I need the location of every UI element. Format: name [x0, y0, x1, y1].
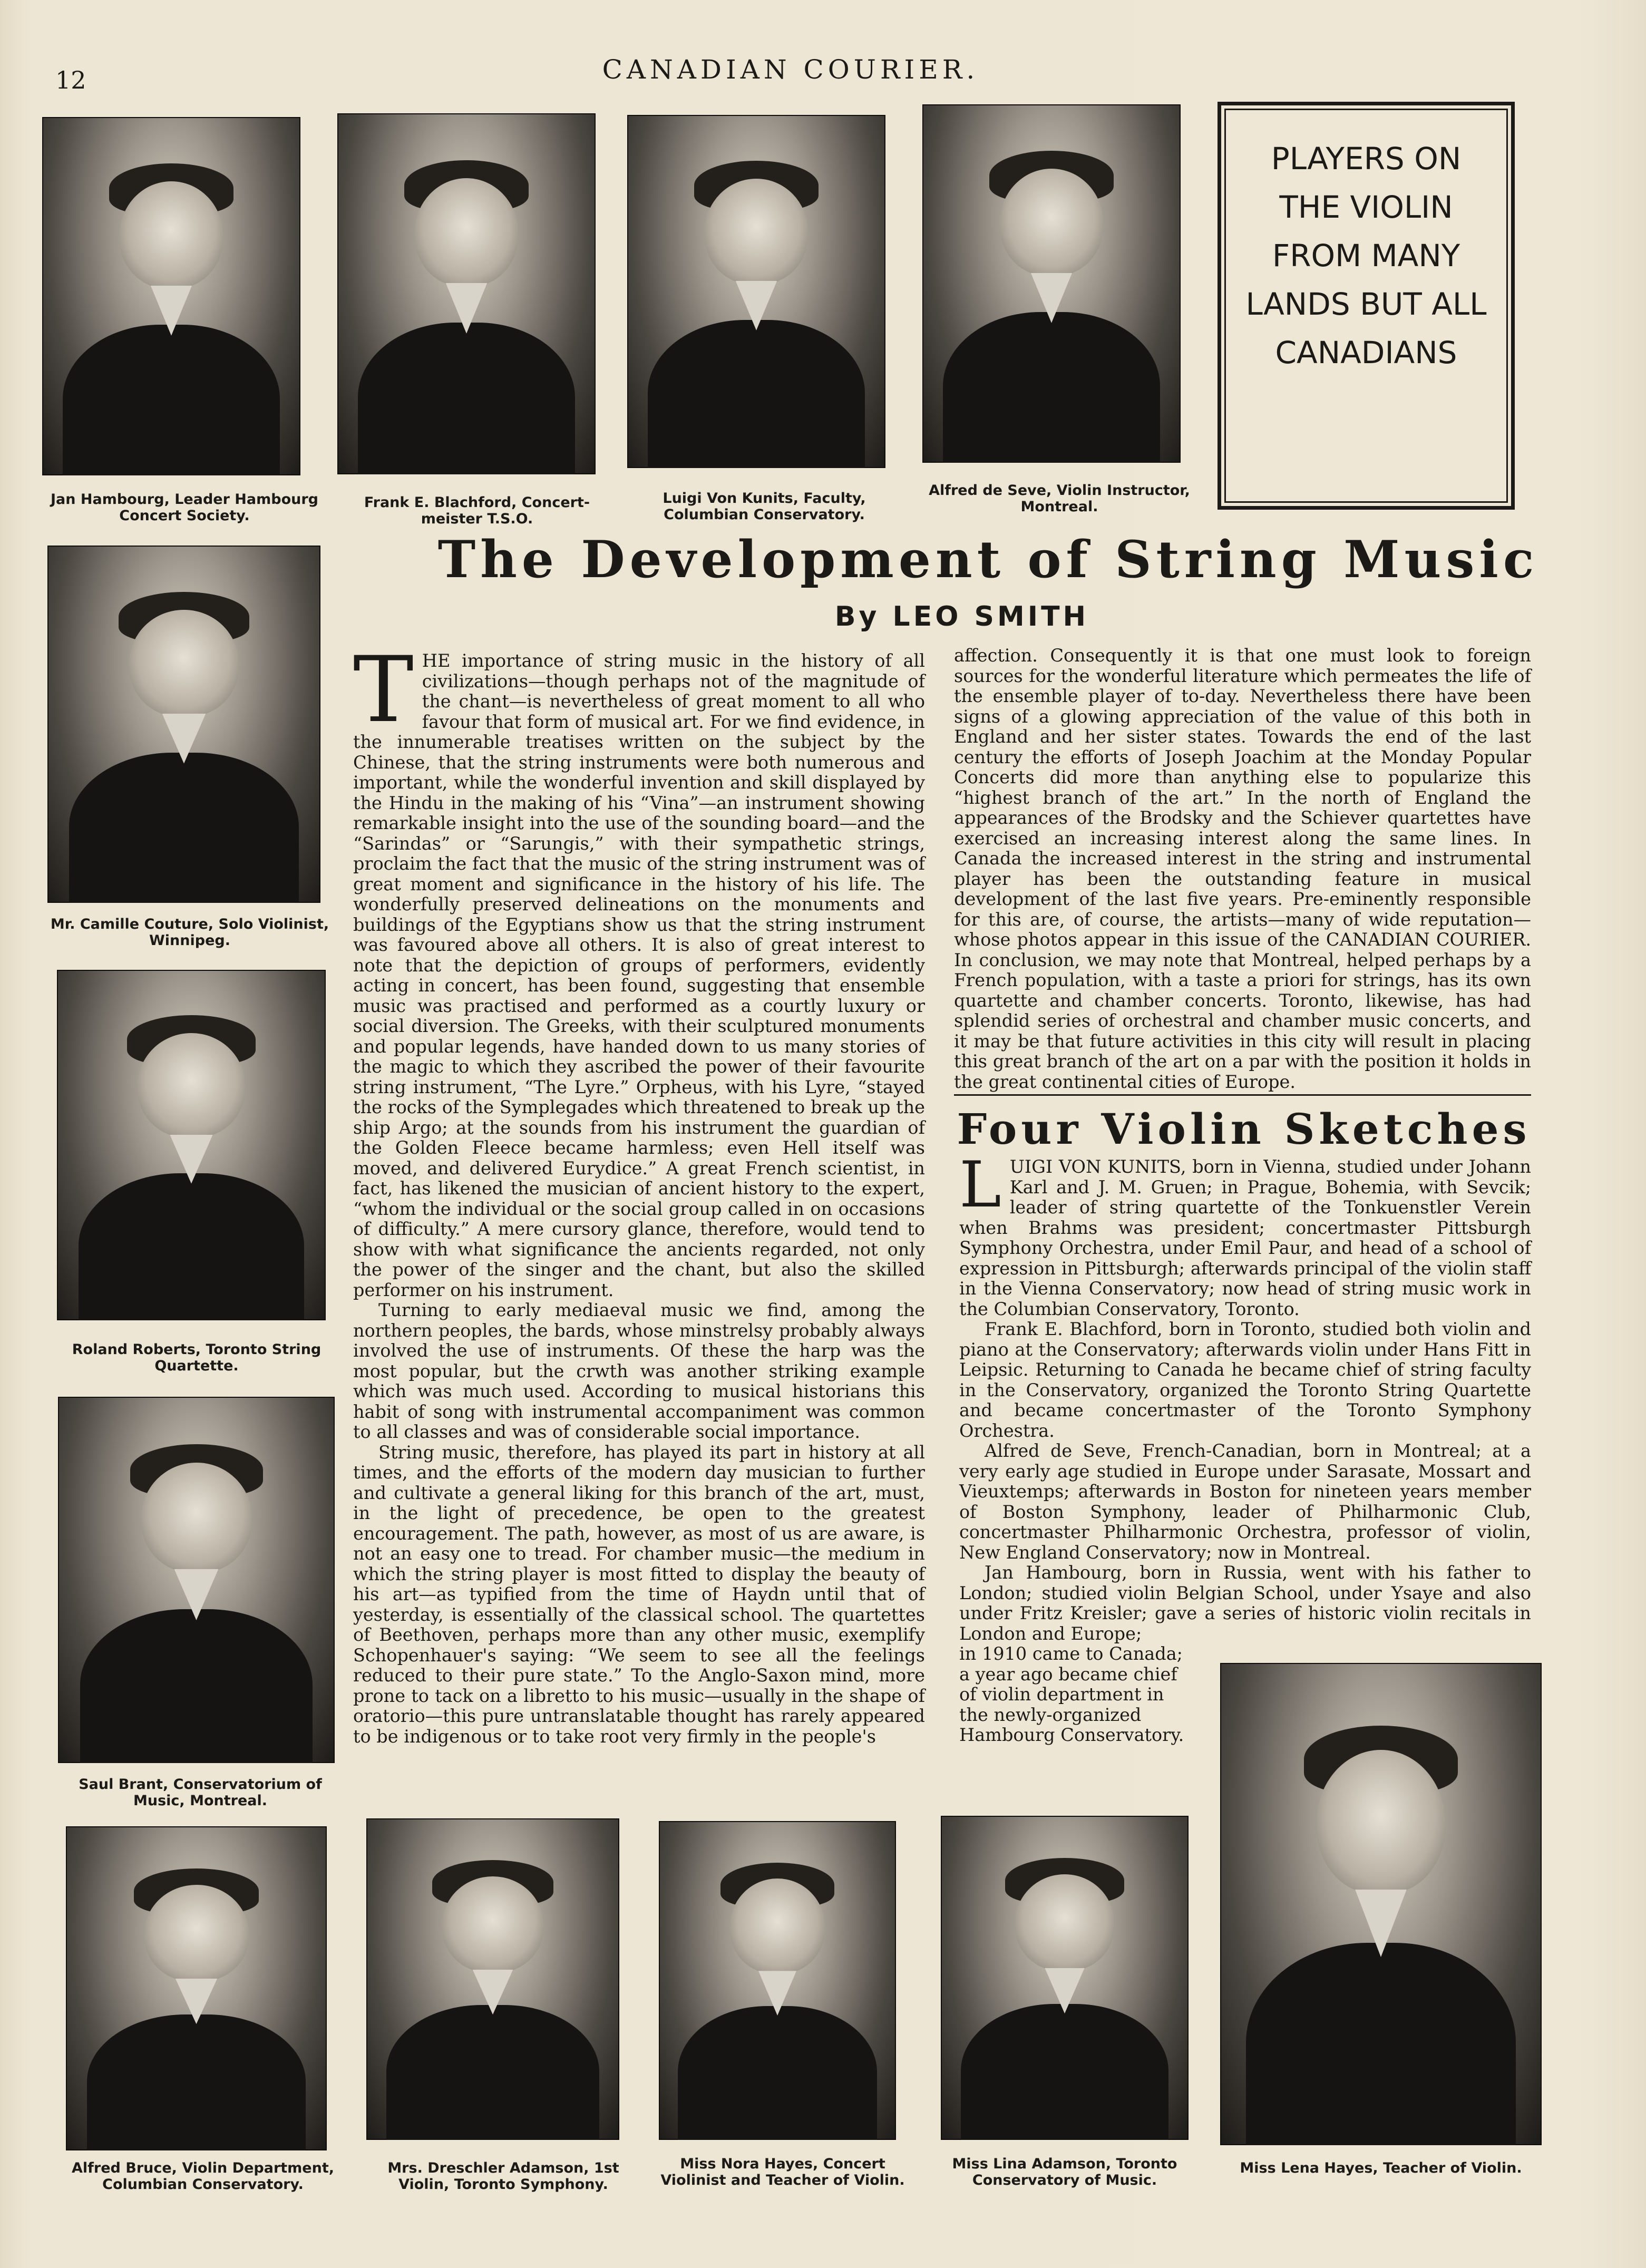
sketches-divider [954, 1094, 1531, 1096]
article-byline: By LEO SMITH [834, 601, 1089, 632]
photo-alfred-bruce [66, 1826, 327, 2150]
photo-luigi-von-kunits [627, 115, 885, 468]
photo-lena-hayes [1220, 1663, 1542, 2145]
photo-saul-brant [58, 1397, 335, 1763]
article-title: The Development of String Music [437, 530, 1539, 589]
photo-nora-hayes [659, 1821, 896, 2140]
masthead: CANADIAN COURIER. [602, 54, 979, 85]
article-paragraph-2: Turning to early mediaeval music we find, among the northern peoples, the bards, whose minstrelsy probably always involved the use of instruments. Of these the harp was the most popular, but the crwth was another striking example which was much used. According to musical historians this habit of song with instrumental accompaniment was common to all classes and was of considerable social importance. [353, 1300, 925, 1442]
players-headline-box [1218, 102, 1515, 510]
caption-roland-roberts: Roland Roberts, Toronto String Quartette. [72, 1341, 322, 1374]
caption-lina-adamson: Miss Lina Adamson, Toronto Conservatory of Music. [952, 2156, 1177, 2188]
photo-frank-blachford [337, 113, 596, 474]
sketches-column [959, 1148, 1531, 1746]
sketch-de-seve: Alfred de Seve, French-Canadian, born in Montreal; at a very early age studied in Europe under Sarasate, Mossart and Vieuxtemps; afterwards in Boston for nineteen years member of Boston Symphony, leader of Philharmonic Club, concertmaster Philharmonic Orchestra, professor of violin, New England Conservatory; now in Montreal. [959, 1440, 1531, 1563]
article-column-2 [954, 646, 1531, 1092]
sketch-hambourg: Jan Hambourg, born in Russia, went with his father to London; studied violin Belgian School, under Ysaye and also under Fritz Kreisler; gave a series of historic violin recitals in London and Europe; [959, 1562, 1531, 1644]
sketches-title: Four Violin Sketches [957, 1104, 1531, 1154]
photo-lina-adamson [941, 1816, 1189, 2140]
article-paragraph-1: THE importance of string music in the history of all civilizations—though perhaps not of the magnitude of the chant—is nevertheless of great moment to all who favour that form of musical art. For we find evidence, in the innumerable treatises written on the subject by the Chinese, that the string instruments were both numerous and important, while the wonderful invention and skill displayed by the Hindu in the making of his “Vina”—an instrument showing remarkable insight into the use of the sounding board—and the “Sarindas” or “Sarungis,” with their sympathetic strings, proclaim the fact that the music of the string instrument was of great moment and significance in the history of his life. The wonderfully preserved delineations on the monuments and buildings of the Egyptians show us that the string instrument was favoured above all others. It is also of great interest to note that the depiction of groups of performers, evidently acting in concert, has been found, suggesting that ensemble music was practised and performed as a courtly luxury or social diversion. The Greeks, with their sculptured monuments and popular legends, have handed down to us many stories of the magic to which they ascribed the power of their favourite string instrument, “The Lyre.” Orpheus, with his Lyre, “stayed the rocks of the Symplegades which threatened to break up the ship Argo; at the sounds from his instrument the guardian of the Golden Fleece became harmless; even Hell itself was moved, and delivered Eurydice.” A great French scientist, in fact, has likened the musician of ancient history to the expert, “whom the individual or the social group called in on occasions of difficulty.” A mere cursory glance, therefore, would tend to show with what significance the ancients regarded, not only the power of the singer and the chant, but also the skilled performer on his instrument. [353, 637, 925, 1300]
caption-camille-couture: Mr. Camille Couture, Solo Violinist, Winnipeg. [50, 916, 329, 949]
caption-luigi-von-kunits: Luigi Von Kunits, Faculty, Columbian Conservatory. [663, 490, 866, 523]
photo-jan-hambourg [42, 117, 300, 475]
caption-nora-hayes: Miss Nora Hayes, Concert Violinist and Teacher of Violin. [660, 2156, 905, 2188]
caption-jan-hambourg: Jan Hambourg, Leader Hambourg Concert Society. [50, 491, 319, 524]
photo-alfred-de-seve [922, 104, 1181, 463]
sketch-blachford: Frank E. Blachford, born in Toronto, studied both violin and piano at the Conservatory; afterwards violin under Hans Fitt in Leipsic. Returning to Canada he became chief of string faculty in the Conservatory, organized the Toronto String Quartette and became concertmaster of the Toronto Symphony Orchestra. [959, 1319, 1531, 1441]
photo-camille-couture [47, 546, 320, 903]
article-paragraph-3: String music, therefore, has played its part in history at all times, and the efforts of the modern day musician to further and cultivate a general liking for this branch of the art, must, in the light of precedence, be open to the greatest encouragement. The path, however, as most of us are aware, is not an easy one to tread. For chamber music—the medium in which the string player is most fitted to display the beauty of his art—as typified from the time of Haydn until that of yesterday, is essentially of the classical school. The quartettes of Beethoven, perhaps more than any other music, exemplify Schopenhauer's saying: “We seem to see all the feelings reduced to their pure state.” To the Anglo-Saxon mind, more prone to tack on a libretto to his music—usually in the shape of oratorio—this pure untranslatable thought has rarely appeared to be indigenous or to take root very firmly in the people's [353, 1442, 925, 1747]
sketch-von-kunits: LUIGI VON KUNITS, born in Vienna, studied under Johann Karl and J. M. Gruen; in Prague, Bohemia, with Sevcik; leader of string quartette of the Tonkuenstler Verein when Brahms was president; concertmaster Pittsburgh Symphony Orchestra, under Emil Paur, and head of a school of expression in Pittsburgh; afterwards principal of the violin staff in the Vienna Conservatory; now head of string music work in the Columbian Conservatory, Toronto. [959, 1148, 1531, 1319]
caption-lena-hayes: Miss Lena Hayes, Teacher of Violin. [1240, 2160, 1522, 2176]
article-paragraph-continued: affection. Consequently it is that one must look to foreign sources for the wonderful literature which permeates the life of the ensemble player of to-day. Nevertheless there have been signs of a glowing appreciation of the value of this both in England and her sister states. Towards the end of the last century the efforts of Joseph Joachim at the Monday Popular Concerts did more than anything else to popularize this “highest branch of the art.” In the north of England the appearances of the Brodsky and the Schiever quartettes have exercised an increasing interest along the same lines. In Canada the increased interest in the string and instrumental player has been the outstanding feature in musical development of the last five years. Pre-eminently responsible for this are, of course, the artists—many of wide reputation—whose photos appear in this issue of the CANADIAN COURIER. In conclusion, we may note that Montreal, helped perhaps by a French population, with a taste a priori for strings, has its own quartette and chamber concerts. Toronto, likewise, has had splendid series of orchestral and chamber music concerts, and it may be that future activities in this city will result in placing this great branch of the art on a par with the position it holds in the great continental cities of Europe. [954, 645, 1531, 1092]
sketches-drop-cap: L [959, 1148, 1001, 1222]
caption-saul-brant: Saul Brant, Conservatorium of Music, Montreal. [79, 1776, 322, 1809]
page-number: 12 [55, 66, 86, 94]
caption-frank-blachford: Frank E. Blachford, Concert-meister T.S.O. [364, 494, 590, 527]
caption-alfred-de-seve: Alfred de Seve, Violin Instructor, Montreal. [929, 482, 1190, 515]
article-drop-cap: T [353, 637, 414, 743]
sketch-hambourg-continued: in 1910 came to Canada; a year ago became chief of violin department in the newly-organized Hambourg Conservatory. [959, 1643, 1184, 1745]
article-column-1 [353, 637, 925, 1747]
caption-dreschler-adamson: Mrs. Dreschler Adamson, 1st Violin, Toronto Symphony. [387, 2160, 619, 2193]
players-headline-text: PLAYERS ON THE VIOLIN FROM MANY LANDS BUT ALL CANADIANS [1245, 141, 1487, 371]
photo-dreschler-adamson [366, 1818, 619, 2140]
photo-roland-roberts [57, 970, 326, 1320]
caption-alfred-bruce: Alfred Bruce, Violin Department, Columbian Conservatory. [71, 2160, 335, 2193]
